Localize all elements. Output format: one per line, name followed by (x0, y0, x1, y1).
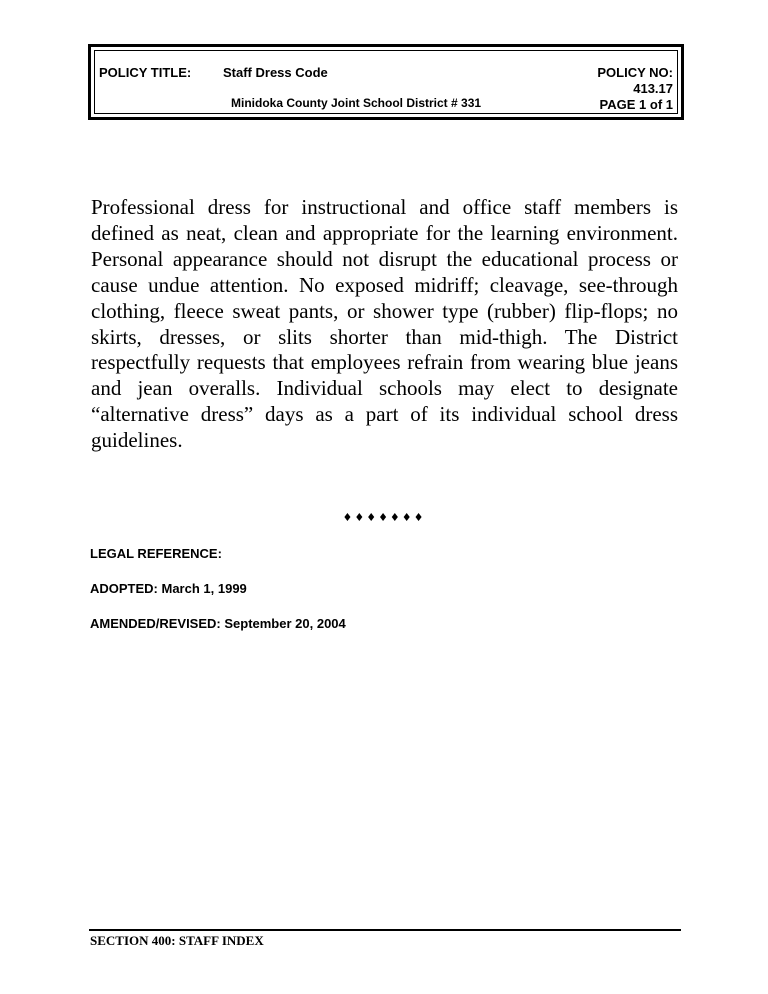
policy-no: 413.17 (633, 81, 673, 96)
legal-reference: LEGAL REFERENCE: (90, 546, 222, 561)
policy-header-box (88, 44, 684, 120)
footer-section: SECTION 400: STAFF INDEX (90, 933, 264, 948)
policy-header-inner (94, 50, 678, 114)
policy-title-label: POLICY TITLE: (99, 65, 192, 80)
diamond-divider: ♦♦♦♦♦♦♦ (342, 511, 426, 524)
amended-date: AMENDED/REVISED: September 20, 2004 (90, 616, 346, 631)
policy-number-block (597, 65, 673, 113)
adopted-date: ADOPTED: March 1, 1999 (90, 581, 247, 596)
page-count: PAGE 1 of 1 (599, 97, 673, 112)
policy-no-label: POLICY NO: (597, 65, 673, 80)
footer-rule (89, 929, 681, 931)
policy-body-paragraph: Professional dress for instructional and office staff members is defined as neat, clean and appropriate for the learning environment. Personal appearance should not disrupt the educational process or cause undue attention. No exposed midriff; cleavage, see-through clothing, fleece sweat pants, or shower type (rubber) flip-flops; no skirts, dresses, or slits shorter than mid-thigh. The District respectfully requests that employees refrain from wearing blue jeans and jean overalls. Individual schools may elect to designate “alternative dress” days as a part of its individual school dress guidelines. (91, 195, 678, 453)
district-name: Minidoka County Joint School District # 331 (231, 96, 482, 110)
policy-title: Staff Dress Code (223, 65, 328, 80)
